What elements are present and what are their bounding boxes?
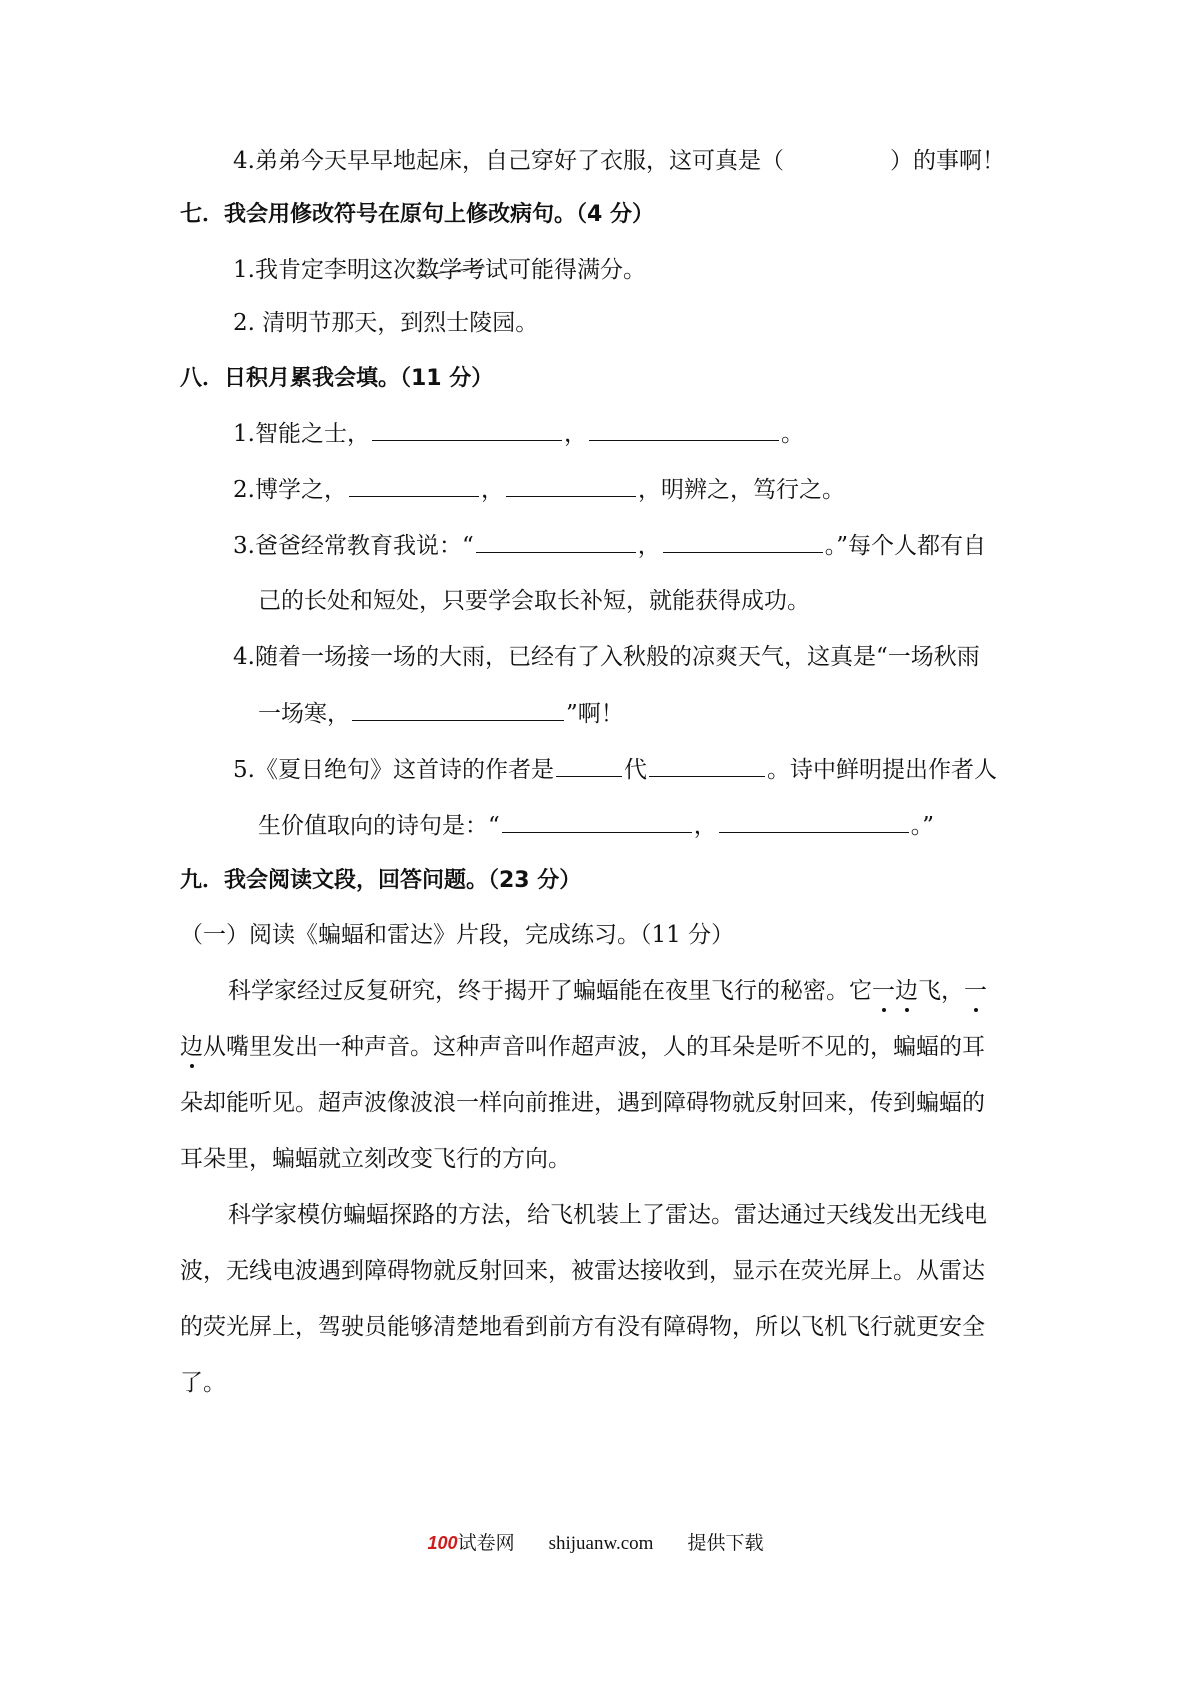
sec8-item3-a: 3.爸爸经常教育我说：“ xyxy=(233,533,474,559)
sec8-item2 xyxy=(233,474,845,505)
passage-p2-line4: 了。 xyxy=(180,1370,226,1396)
sec8-item3-c: 。”每个人都有自 xyxy=(824,533,986,559)
sec8-item5-d: 生价值取向的诗句是：“ xyxy=(258,813,500,839)
sec8-item1-blank2[interactable] xyxy=(589,418,779,441)
footer-logo-number: 100 xyxy=(427,1533,458,1553)
p1-l1-a: 科学家经过反复研究，终于揭开了蝙蝠能在夜里飞行的秘密。它 xyxy=(228,978,872,1004)
sec9-subheading: （一）阅读《蝙蝠和雷达》片段，完成练习。（11 分） xyxy=(180,922,735,948)
sec7-item2: 2. 清明节那天，到烈士陵园。 xyxy=(233,310,539,336)
sec8-item5-e: ， xyxy=(693,813,717,839)
sec8-item5-blank2[interactable] xyxy=(719,810,909,833)
sec8-item3-cont: 己的长处和短处，只要学会取长补短，就能获得成功。 xyxy=(258,588,810,614)
q6-item4 xyxy=(233,146,1005,176)
sec7-item1-a: 1.我肯定李明这次 xyxy=(233,257,416,283)
sec8-item5-blank1[interactable] xyxy=(502,810,692,833)
sec8-item4-blank[interactable] xyxy=(352,698,564,721)
p1-l1-dot1: 一 xyxy=(872,978,895,1004)
sec8-item1-b: ， xyxy=(563,421,587,447)
p1-l1-b: 飞， xyxy=(918,978,964,1004)
page-footer xyxy=(0,1528,1191,1555)
section8-heading: 八．日积月累我会填。（11 分） xyxy=(180,366,494,391)
sec7-item1-marked: 数学考 xyxy=(415,257,485,283)
passage-p2-line1: 科学家模仿蝙蝠探路的方法，给飞机装上了雷达。雷达通过天线发出无线电 xyxy=(228,1202,987,1228)
sec8-item3-b: ， xyxy=(637,533,661,559)
sec8-item5-f: 。” xyxy=(910,813,935,839)
sec8-item1-a: 1.智能之士， xyxy=(233,421,370,447)
sec8-item3-blank1[interactable] xyxy=(476,530,636,553)
p1-l1-dot3: 一 xyxy=(964,978,987,1004)
section7-heading: 七．我会用修改符号在原句上修改病句。（4 分） xyxy=(180,202,654,227)
sec8-item2-blank1[interactable] xyxy=(349,474,479,497)
sec7-item1 xyxy=(233,255,646,285)
q6-item4-text-b: ）的事啊！ xyxy=(889,148,1005,174)
p1-l1-dot2: 边 xyxy=(895,978,918,1004)
sec8-item5-cont xyxy=(258,810,934,841)
sec8-item2-blank2[interactable] xyxy=(506,474,636,497)
sec8-item1 xyxy=(233,418,804,449)
q6-item4-text-a: 4.弟弟今天早早地起床，自己穿好了衣服，这可真是（ xyxy=(233,148,784,174)
sec8-item5-c: 。诗中鲜明提出作者人 xyxy=(766,757,997,783)
passage-p1-line3: 朵却能听见。超声波像波浪一样向前推进，遇到障碍物就反射回来，传到蝙蝠的 xyxy=(180,1090,985,1116)
sec8-item3 xyxy=(233,530,986,561)
sec7-item1-c: 试可能得满分。 xyxy=(484,257,646,283)
sec8-item5-b: 代 xyxy=(623,757,647,783)
sec8-item4-c: ”啊！ xyxy=(566,701,624,727)
sec8-item1-blank1[interactable] xyxy=(372,418,562,441)
sec8-item5-blank-author[interactable] xyxy=(649,754,765,777)
footer-site-link[interactable]: shijuanw.com xyxy=(548,1533,654,1554)
passage-p1-line1 xyxy=(228,976,987,1006)
p1-l2-dot: 边 xyxy=(180,1034,203,1060)
passage-p1-line2 xyxy=(180,1032,985,1062)
footer-note: 提供下载 xyxy=(687,1533,764,1554)
sec8-item1-c: 。 xyxy=(780,421,804,447)
section9-heading: 九．我会阅读文段，回答问题。（23 分） xyxy=(180,868,582,893)
sec8-item2-a: 2.博学之， xyxy=(233,477,347,503)
sec8-item5-blank-dynasty[interactable] xyxy=(556,754,622,777)
sec8-item2-b: ， xyxy=(480,477,504,503)
sec8-item4: 4.随着一场接一场的大雨，已经有了入秋般的凉爽天气，这真是“一场秋雨 xyxy=(233,644,980,670)
sec8-item5-a: 5.《夏日绝句》这首诗的作者是 xyxy=(233,757,554,783)
p1-l2-b: 从嘴里发出一种声音。这种声音叫作超声波，人的耳朵是听不见的，蝙蝠的耳 xyxy=(203,1034,985,1060)
passage-p2-line3: 的荧光屏上，驾驶员能够清楚地看到前方有没有障碍物，所以飞机飞行就更安全 xyxy=(180,1314,985,1340)
passage-p2-line2: 波，无线电波遇到障碍物就反射回来，被雷达接收到，显示在荧光屏上。从雷达 xyxy=(180,1258,985,1284)
sec8-item2-c: ，明辨之，笃行之。 xyxy=(637,477,845,503)
sec8-item4-b: 一场寒， xyxy=(258,701,350,727)
footer-logo-text: 试卷网 xyxy=(457,1533,515,1554)
sec8-item3-blank2[interactable] xyxy=(663,530,823,553)
passage-p1-line4: 耳朵里，蝙蝠就立刻改变飞行的方向。 xyxy=(180,1146,571,1172)
sec8-item5 xyxy=(233,754,997,785)
sec8-item4-cont xyxy=(258,698,624,729)
